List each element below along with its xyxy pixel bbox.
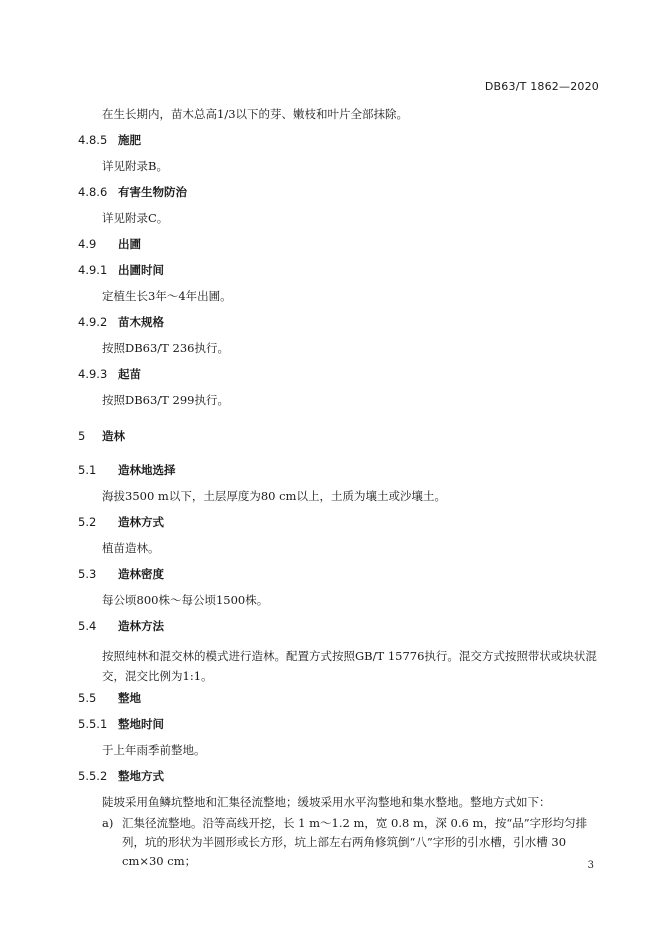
heading-5 <box>78 430 598 464</box>
paragraph-afforestation-mode: 植苗造林。 <box>102 541 160 555</box>
section-title: 整地 <box>118 691 141 705</box>
heading-5-5-2 <box>78 770 598 796</box>
heading-5-5 <box>78 692 598 718</box>
list-marker: a) <box>102 816 114 830</box>
section-title: 出圃 <box>118 237 141 251</box>
paragraph-seedling-spec: 按照DB63/T 236执行。 <box>102 341 229 355</box>
heading-4-9 <box>78 238 598 264</box>
heading-5-3 <box>78 568 598 594</box>
heading-5-5-1 <box>78 718 598 744</box>
paragraph-site-prep-mode: 陡坡采用鱼鳞坑整地和汇集径流整地；缓坡采用水平沟整地和集水整地。整地方式如下： <box>102 795 551 809</box>
paragraph-site-selection: 海拔3500 m以下，土层厚度为80 cm以上，土质为壤土或沙壤土。 <box>102 489 446 503</box>
paragraph-seedling-lifting: 按照DB63/T 299执行。 <box>102 393 229 407</box>
list-item-text: 汇集径流整地。沿等高线开挖，长 1 m～1.2 m，宽 0.8 m，深 0.6 m，按“品”字形均匀排列，坑的形状为半圆形或长方形，坑上部左右两角修筑倒“八”字形的引水槽，引水槽 30 cm×30 cm； <box>122 816 588 868</box>
section-number: 5.2 <box>78 515 97 529</box>
heading-5-4 <box>78 620 598 646</box>
heading-4-9-2 <box>78 316 598 342</box>
paragraph-pest-control: 详见附录C。 <box>102 211 169 225</box>
section-number: 4.8.6 <box>78 185 108 199</box>
section-number: 5.3 <box>78 567 97 581</box>
section-number: 5.1 <box>78 463 97 477</box>
section-title: 出圃时间 <box>118 263 164 277</box>
heading-4-9-3 <box>78 368 598 394</box>
section-title: 施肥 <box>118 133 141 147</box>
section-title: 整地时间 <box>118 717 164 731</box>
section-number: 5.4 <box>78 619 97 633</box>
section-number: 5 <box>78 429 86 443</box>
section-number: 4.9.2 <box>78 315 108 329</box>
section-title: 整地方式 <box>118 769 164 783</box>
section-title: 造林 <box>102 429 125 443</box>
section-title: 造林地选择 <box>118 463 176 477</box>
paragraph-nursery-exit-time: 定植生长3年～4年出圃。 <box>102 289 232 303</box>
section-title: 有害生物防治 <box>118 185 187 199</box>
section-title: 苗木规格 <box>118 315 164 329</box>
list-item-a <box>102 814 598 871</box>
paragraph-fertilization: 详见附录B。 <box>102 159 168 173</box>
document-body <box>78 108 598 871</box>
heading-5-2 <box>78 516 598 542</box>
document-code: DB63/T 1862—2020 <box>484 80 599 93</box>
paragraph-site-prep-time: 于上年雨季前整地。 <box>102 743 206 757</box>
paragraph-afforestation-method: 按照纯林和混交林的模式进行造林。配置方式按照GB/T 15776执行。混交方式按照带状或块状混交，混交比例为1:1。 <box>102 649 597 683</box>
section-number: 4.9 <box>78 237 97 251</box>
heading-5-1 <box>78 464 598 490</box>
paragraph-bud-removal: 在生长期内，苗木总高1/3以下的芽、嫩枝和叶片全部抹除。 <box>102 107 409 121</box>
section-title: 造林密度 <box>118 567 164 581</box>
section-title: 造林方法 <box>118 619 164 633</box>
page-number: 3 <box>587 860 594 871</box>
section-number: 4.9.1 <box>78 263 108 277</box>
section-title: 起苗 <box>118 367 141 381</box>
section-number: 5.5.2 <box>78 769 108 783</box>
section-number: 4.8.5 <box>78 133 108 147</box>
heading-4-8-5 <box>78 134 598 160</box>
paragraph-planting-density: 每公顷800株～每公顷1500株。 <box>102 593 269 607</box>
heading-4-8-6 <box>78 186 598 212</box>
section-number: 5.5 <box>78 691 97 705</box>
section-number: 4.9.3 <box>78 367 108 381</box>
section-title: 造林方式 <box>118 515 164 529</box>
heading-4-9-1 <box>78 264 598 290</box>
section-number: 5.5.1 <box>78 717 108 731</box>
